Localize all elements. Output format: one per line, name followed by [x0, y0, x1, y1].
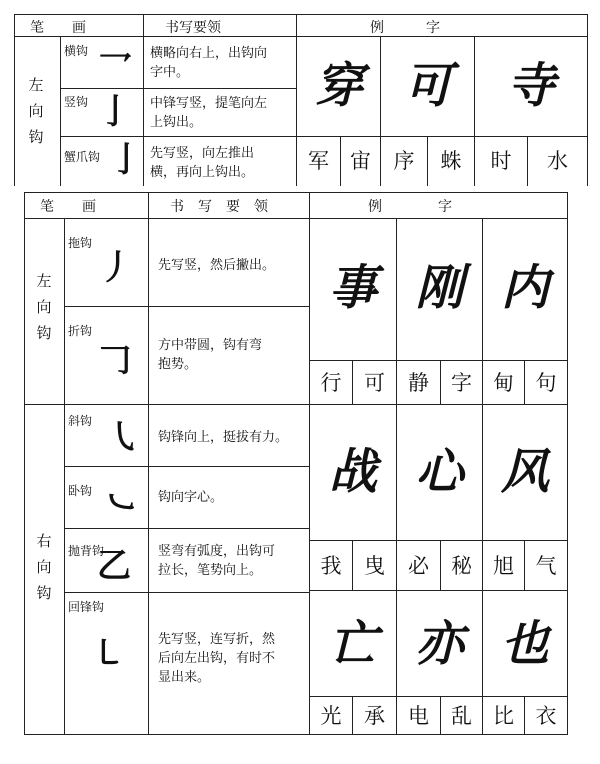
stroke-glyph: 𠃌: [97, 340, 131, 380]
header-stroke: 笔 画: [40, 199, 96, 215]
example-large: 战: [328, 444, 377, 500]
example-large: 亦: [415, 616, 464, 672]
stroke-description: 先写竖，连写折，然 后向左出钩，有时不 显出来。: [158, 632, 276, 685]
stroke-description: 先写竖，然后撇出。: [158, 258, 276, 273]
stroke-name: 卧钩: [68, 484, 93, 498]
header-examples: 例 字: [368, 199, 452, 215]
example-large: 风: [500, 444, 549, 500]
example-large: 事: [328, 260, 377, 316]
stroke-description: 钩向字心。: [158, 490, 224, 505]
stroke-name: 竖钩: [64, 95, 89, 109]
example-small: 句: [535, 371, 557, 395]
stroke-description: 中锋写竖，提笔向左 上钩出。: [150, 96, 268, 130]
stroke-description: 钩锋向上，挺拔有力。: [158, 430, 289, 445]
stroke-glyph: ㇄: [91, 634, 125, 674]
example-small: 序: [393, 149, 415, 173]
header-stroke: 笔 画: [30, 20, 86, 36]
stroke-glyph: 亅: [109, 140, 143, 180]
stroke-name: 蟹爪钩: [64, 150, 101, 164]
stroke-glyph: ㇂: [107, 418, 141, 458]
example-small: 时: [490, 149, 512, 173]
header-method: 书 写 要 领: [170, 199, 268, 215]
example-small: 必: [408, 554, 429, 578]
stroke-glyph: 乙: [97, 546, 131, 586]
stroke-name: 回锋钩: [68, 600, 105, 614]
group-label: 左向钩: [28, 76, 44, 146]
header-method: 书写要领: [165, 20, 221, 36]
example-small: 光: [320, 704, 342, 728]
stroke-description: 先写竖，向左推出 横，再向上钩出。: [150, 146, 255, 180]
example-small: 秘: [451, 554, 472, 578]
stroke-glyph: 乛: [98, 50, 132, 90]
stroke-name: 横钩: [64, 44, 89, 58]
example-small: 气: [535, 554, 557, 578]
example-large: 也: [500, 616, 549, 672]
example-large: 寺: [506, 58, 555, 114]
example-small: 曳: [364, 554, 385, 578]
example-large: 穿: [314, 58, 363, 114]
example-large: 可: [403, 58, 452, 114]
header-examples: 例 字: [370, 20, 440, 36]
example-small: 字: [451, 371, 472, 395]
stroke-name: 折钩: [68, 324, 93, 338]
stroke-name: 抛背钩: [68, 544, 105, 558]
example-small: 承: [364, 704, 385, 728]
example-large: 心: [415, 444, 464, 500]
stroke-description: 横略向右上，出钩向 字中。: [150, 46, 268, 80]
stroke-name: 拖钩: [68, 236, 93, 250]
example-small: 军: [308, 149, 329, 173]
group-label: 左向钩: [36, 272, 52, 342]
group-label: 右向钩: [36, 532, 52, 602]
example-small: 甸: [493, 371, 514, 395]
example-small: 比: [493, 704, 514, 728]
stroke-description: 竖弯有弧度，出钩可 拉长，笔势向上。: [158, 544, 276, 578]
example-small: 可: [364, 371, 385, 395]
example-small: 水: [547, 149, 568, 173]
example-small: 蛛: [440, 149, 462, 173]
example-small: 电: [408, 704, 429, 728]
example-small: 衣: [535, 704, 557, 728]
stroke-glyph: 丿: [99, 248, 133, 288]
stroke-glyph: ㇃: [104, 484, 138, 524]
stroke-name: 斜钩: [68, 414, 93, 428]
example-small: 行: [320, 371, 342, 395]
example-large: 刚: [415, 260, 464, 316]
example-small: 旭: [493, 554, 514, 578]
example-large: 内: [500, 260, 549, 316]
example-small: 宙: [350, 149, 371, 173]
example-small: 乱: [451, 704, 472, 728]
stroke-glyph: 亅: [98, 92, 132, 132]
example-small: 我: [320, 554, 342, 578]
stroke-description: 方中带圆，钩有弯 抱势。: [158, 338, 263, 372]
example-large: 亡: [328, 616, 377, 672]
example-small: 静: [408, 371, 429, 395]
